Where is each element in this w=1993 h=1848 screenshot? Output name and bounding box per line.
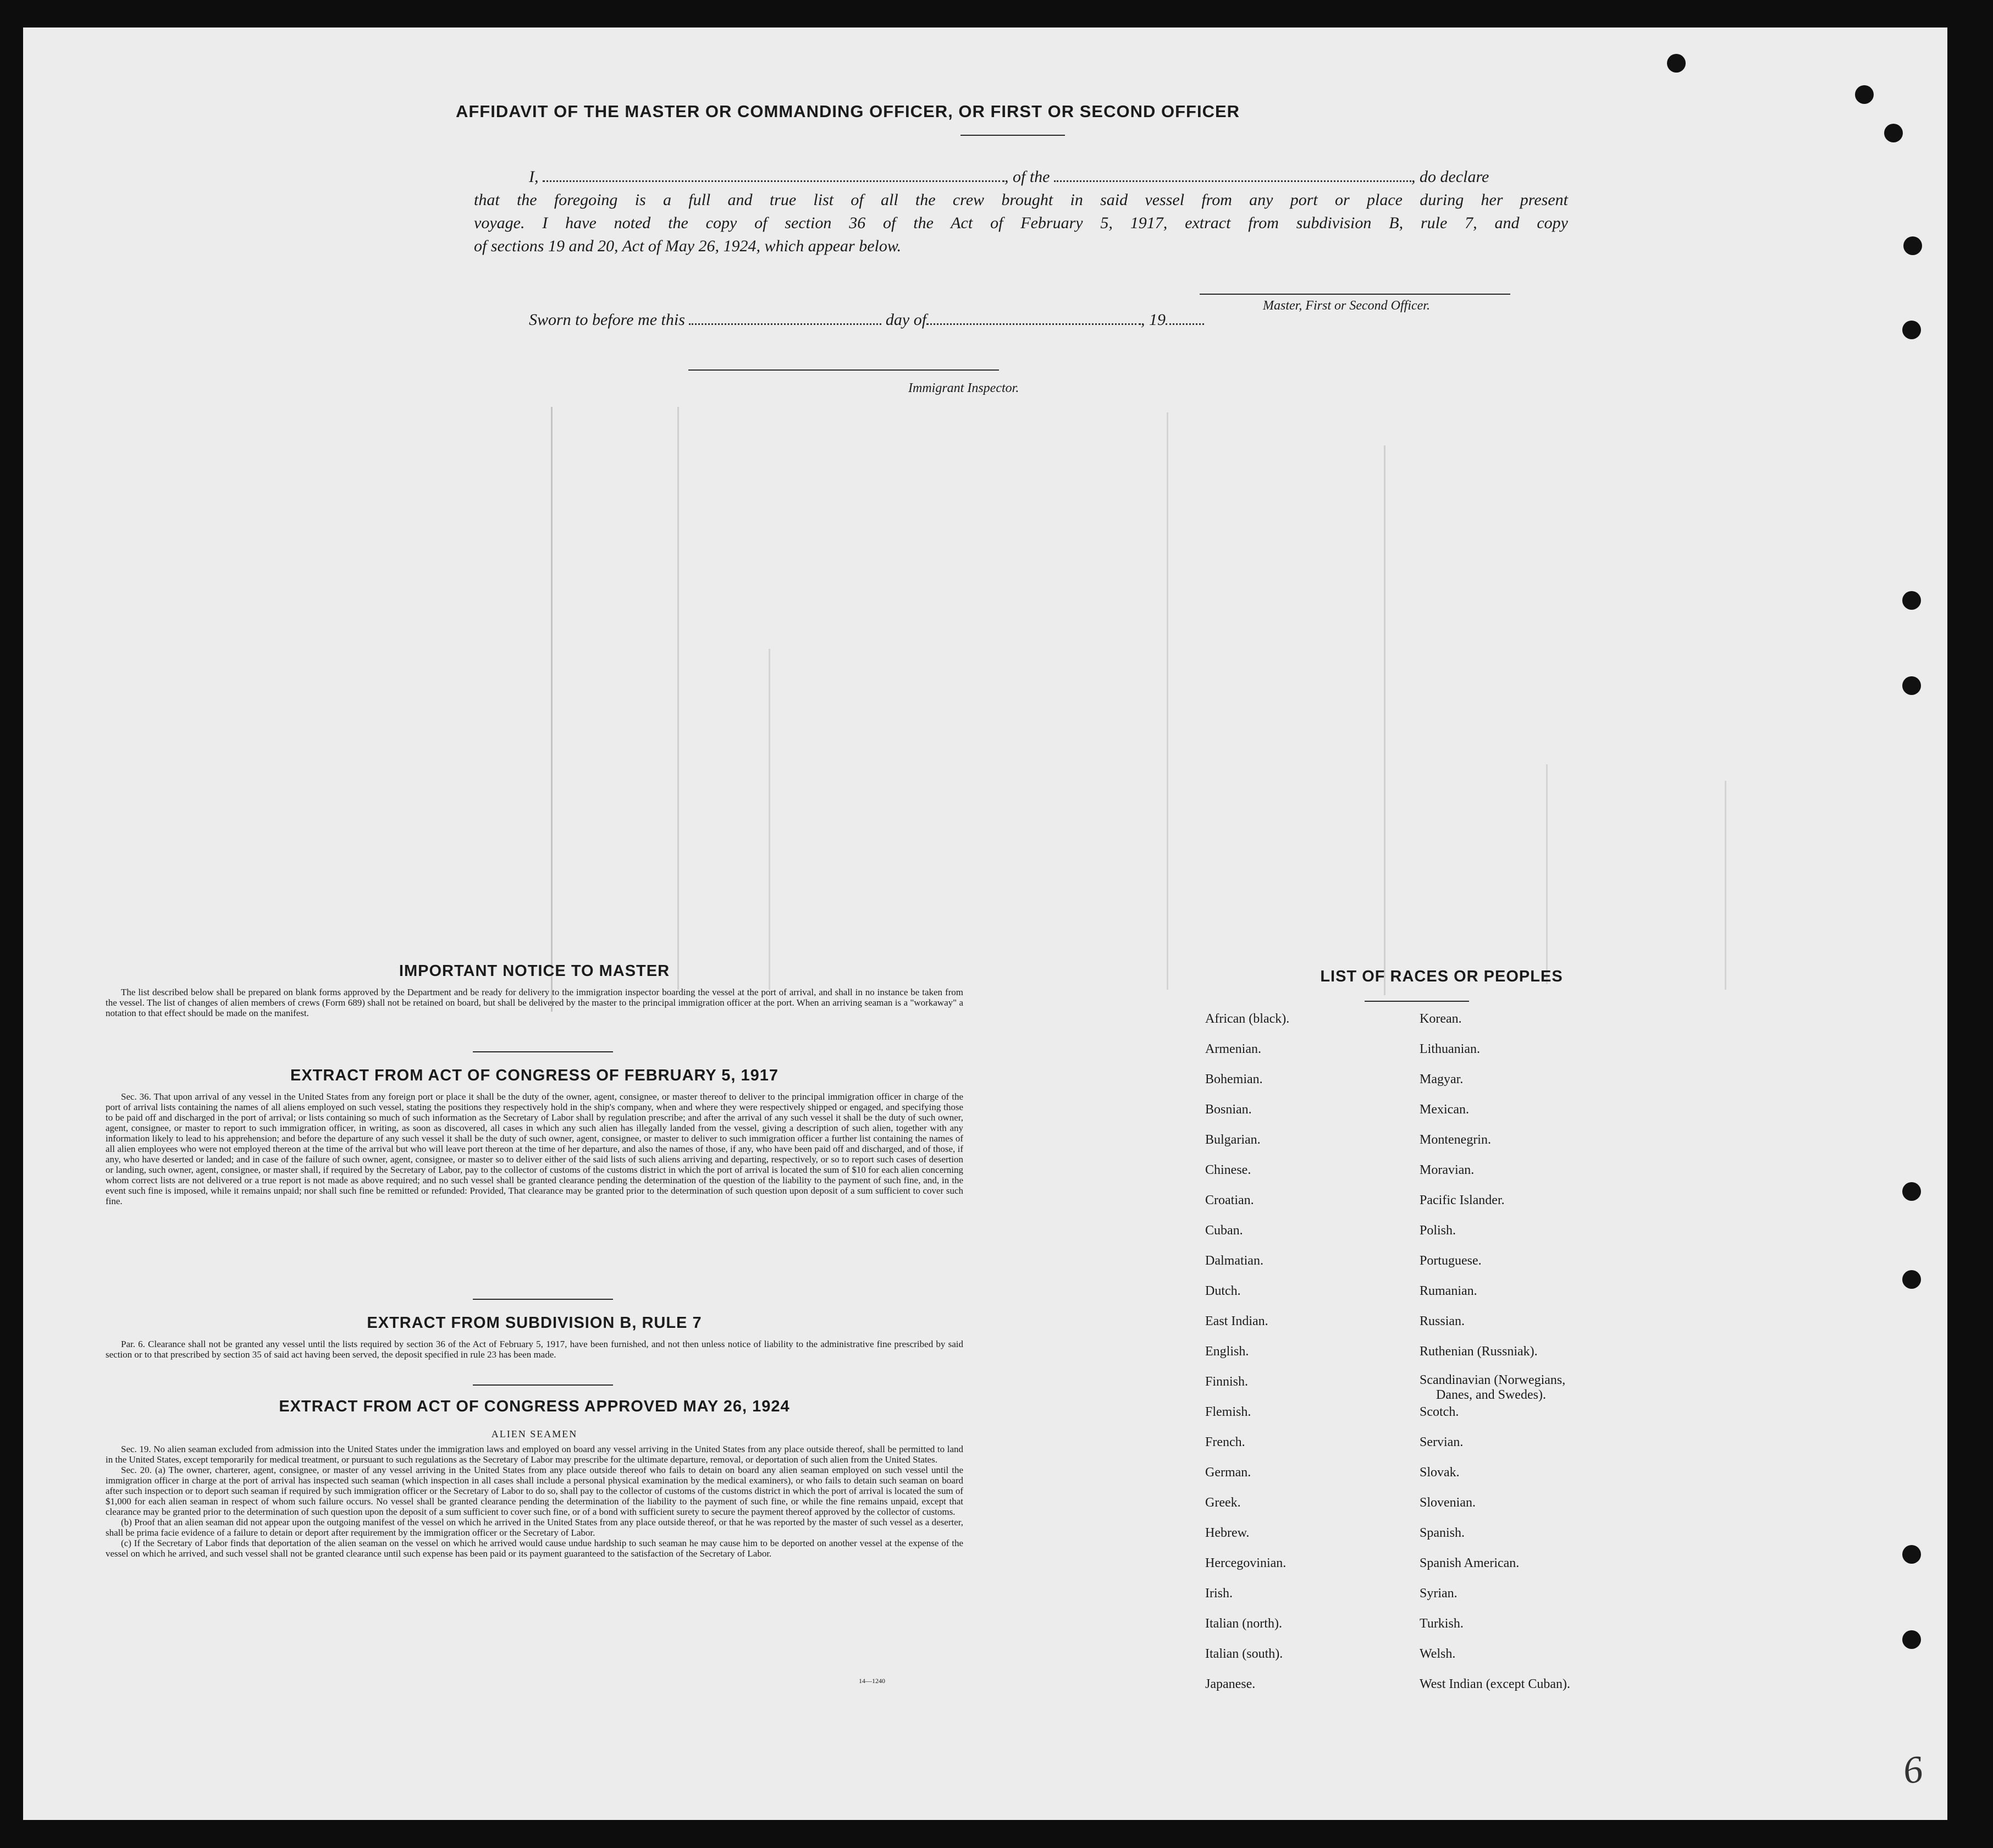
race-item: Chinese. (1205, 1163, 1251, 1177)
label-day-of: day of (885, 311, 927, 329)
affidavit-line2: that the foregoing is a full and true list of all the crew brought in said vessel from any port or place during her present (474, 191, 1568, 209)
race-item: Syrian. (1420, 1586, 1458, 1601)
divider (473, 1384, 613, 1386)
race-item: Dutch. (1205, 1284, 1241, 1298)
race-item: Slovenian. (1420, 1496, 1476, 1510)
extract-1917-title: EXTRACT FROM ACT OF CONGRESS OF FEBRUARY 5, 1917 (290, 1067, 779, 1084)
race-item: Italian (north). (1205, 1617, 1282, 1631)
race-item: African (black). (1205, 1012, 1290, 1026)
race-item: Irish. (1205, 1586, 1233, 1601)
race-item: Greek. (1205, 1496, 1241, 1510)
race-item: Montenegrin. (1420, 1133, 1491, 1147)
race-item: Danes, and Swedes). (1436, 1388, 1546, 1402)
race-item: Bohemian. (1205, 1072, 1263, 1086)
affidavit-line1 (529, 168, 1489, 186)
race-item: Portuguese. (1420, 1254, 1482, 1268)
race-item: Finnish. (1205, 1375, 1249, 1389)
race-item: Ruthenian (Russniak). (1420, 1344, 1538, 1359)
vessel-name-field[interactable] (1054, 180, 1411, 182)
label-year-prefix: , 19 (1141, 311, 1166, 329)
race-item: Lithuanian. (1420, 1042, 1480, 1056)
punch-hole (1902, 1630, 1921, 1649)
race-item: Dalmatian. (1205, 1254, 1263, 1268)
race-item: Russian. (1420, 1314, 1465, 1328)
extract-1924-subtitle: ALIEN SEAMEN (491, 1428, 578, 1439)
punch-hole (1903, 236, 1922, 255)
inspector-label: Immigrant Inspector. (908, 381, 1019, 395)
race-item: Moravian. (1420, 1163, 1475, 1177)
affidavit-line3: voyage. I have noted the copy of section 36 of the Act of February 5, 1917, extract from subdivision B, rule 7, and copy (474, 214, 1568, 232)
race-item: Italian (south). (1205, 1647, 1283, 1661)
label-sworn: Sworn to before me this (529, 311, 685, 329)
races-title-underline (1365, 1001, 1469, 1002)
race-item: Bulgarian. (1205, 1133, 1261, 1147)
punch-hole (1902, 1545, 1921, 1564)
affidavit-line4: of sections 19 and 20, Act of May 26, 1924, which appear below. (474, 237, 902, 255)
races-title: LIST OF RACES OR PEOPLES (1320, 968, 1563, 985)
race-item: German. (1205, 1465, 1251, 1480)
master-name-field[interactable] (543, 180, 1004, 182)
race-item: Flemish. (1205, 1405, 1251, 1419)
faint-column-mark (1384, 445, 1385, 995)
label-of-the: , of the (1004, 168, 1050, 186)
race-item: Rumanian. (1420, 1284, 1477, 1298)
punch-hole (1667, 54, 1686, 73)
race-item: Cuban. (1205, 1223, 1243, 1238)
race-item: Spanish. (1420, 1526, 1465, 1540)
race-item: Mexican. (1420, 1102, 1469, 1117)
punch-hole (1902, 321, 1921, 339)
sec-20c: (c) If the Secretary of Labor finds that deportation of the alien seaman on the vessel on which he arrived would cause undue hardship to such seaman he may cause him to be deported on another vessel at the expense of the vessel on which he arrived, and such vessel shall not be granted clearance until such expense has been paid or its payment guaranteed to the satisfaction of the Secretary of Labor. (106, 1538, 963, 1559)
punch-hole (1902, 1270, 1921, 1289)
label-i: I, (529, 168, 539, 186)
punch-hole (1855, 85, 1874, 104)
race-item: Korean. (1420, 1012, 1462, 1026)
notice-title: IMPORTANT NOTICE TO MASTER (399, 962, 670, 980)
form-number: 14—1240 (859, 1677, 885, 1685)
race-item: French. (1205, 1435, 1245, 1449)
document-page (23, 27, 1947, 1820)
race-item: English. (1205, 1344, 1249, 1359)
handwritten-page-mark: 6 (1900, 1747, 1926, 1793)
race-item: Turkish. (1420, 1617, 1464, 1631)
extract-rule7-title: EXTRACT FROM SUBDIVISION B, RULE 7 (367, 1314, 702, 1332)
race-item: Hebrew. (1205, 1526, 1250, 1540)
inspector-signature-line[interactable] (688, 369, 999, 371)
race-item: Pacific Islander. (1420, 1193, 1505, 1207)
extract-1924-title: EXTRACT FROM ACT OF CONGRESS APPROVED MAY 26, 1924 (279, 1398, 790, 1415)
punch-hole (1884, 124, 1903, 142)
race-item: Polish. (1420, 1223, 1456, 1238)
faint-column-mark (769, 649, 770, 990)
race-item: West Indian (except Cuban). (1420, 1677, 1570, 1691)
faint-column-mark (677, 407, 679, 990)
faint-column-mark (1546, 764, 1548, 984)
extract-1924-text (106, 1444, 963, 1559)
sworn-day-field[interactable] (689, 323, 881, 325)
sworn-line (529, 311, 1204, 329)
race-item: Slovak. (1420, 1465, 1460, 1480)
race-item: Scotch. (1420, 1405, 1459, 1419)
divider (473, 1051, 613, 1052)
race-item: Servian. (1420, 1435, 1464, 1449)
race-item: Bosnian. (1205, 1102, 1252, 1117)
punch-hole (1902, 676, 1921, 695)
divider (473, 1299, 613, 1300)
notice-text: The list described below shall be prepared on blank forms approved by the Department and be ready for delivery to the immigration inspector boarding the vessel at the port of arrival, and shall in no instance be taken from the vessel. The list of changes of alien members of crews (Form 689) shall not be retained on board, but shall be delivered by the master to the principal immigration officer at the port. When an arriving seaman is a "workaway" a notation to that effect should be made on the manifest. (106, 987, 963, 1018)
race-item: Armenian. (1205, 1042, 1261, 1056)
sworn-year-field[interactable] (1166, 323, 1204, 325)
faint-column-mark (1167, 412, 1168, 990)
sec-20b: (b) Proof that an alien seaman did not appear upon the outgoing manifest of the vessel on which he arrived in the United States from any place outside thereof, or that he was reported by the master of such vessel as a deserter, shall be prima facie evidence of a failure to detain or deport after requirement by the immigration officer or the Secretary of Labor. (106, 1517, 963, 1538)
title-underline (960, 135, 1065, 136)
race-item: Croatian. (1205, 1193, 1254, 1207)
master-signature-line[interactable] (1200, 294, 1510, 295)
sec-20a: Sec. 20. (a) The owner, charterer, agent, consignee, or master of any vessel arriving in the United States from any place outside thereof who fails to detain on board any alien seaman employed on such vessel until the immigration officer in charge at the port of arrival has inspected such seaman (which inspection in all cases shall include a personal physical examination by the medical examiners), or who fails to detain such seaman on board after such inspection or to deport such seaman if required by such immigration officer or the Secretary of Labor to do so, shall pay to the collector of customs of the customs district in which the port of arrival is located the sum of $1,000 for each alien seaman in respect of whom such failure occurs. No vessel shall be granted clearance pending the determination of the liability to the payment of such fine, or while the fine remains unpaid, except that clearance may be granted prior to the determination of such question upon the deposit of a sum sufficient to cover such fine, or of a bond with sufficient surety to secure the payment thereof approved by the collector of customs. (106, 1465, 963, 1517)
race-item: Japanese. (1205, 1677, 1256, 1691)
master-signature-label: Master, First or Second Officer. (1263, 299, 1430, 313)
race-item: Spanish American. (1420, 1556, 1520, 1570)
sworn-month-field[interactable] (926, 323, 1141, 325)
faint-column-mark (1725, 781, 1726, 990)
extract-1917-text: Sec. 36. That upon arrival of any vessel in the United States from any foreign port or place it shall be the duty of the owner, agent, consignee, or master thereof to deliver to the principal immigration officer in charge of the port of arrival lists containing the names of all aliens employed on such vessel, stating the positions they respectively hold in the ship's company, when and where they were respectively shipped or engaged, and specifying those to be paid off and discharged in the port of arrival; or lists containing so much of such information as the Secretary of Labor shall by regulation prescribe; and after the arrival of any such vessel it shall be the duty of such owner, agent, consignee, or master to report to such immigration officer, in writing, as soon as discovered, all cases in which any such alien has illegally landed from the vessel, giving a description of such alien, together with any information likely to lead to his apprehension; and before the departure of any such vessel it shall be the duty of such owner, agent, consignee, or master to deliver to such immigration officer a further list containing the names of all alien employees who were not employed thereon at the time of the arrival but who will leave port thereon at the time of her departure, and also the names of those, if any, who have been paid off and discharged, and of those, if any, who have deserted or landed; and in case of the failure of such owner, agent, consignee, or master so to deliver either of the said lists of such aliens arriving and departing, respectively, or so to report such cases of desertion or landing, such owner, agent, consignee, or master shall, if required by the Secretary of Labor, pay to the collector of customs of the customs district in which the port of arrival is located the sum of $10 for each alien concerning whom correct lists are not delivered or a true report is not made as above required; and no such vessel shall be granted clearance pending the determination of the question of the liability to the payment of such fine, and, in the event such fine is imposed, while it remains unpaid; nor shall such fine be remitted or refunded: Provided, That clearance may be granted prior to the determination of such question upon deposit of a sum sufficient to cover such fine. (106, 1091, 963, 1206)
extract-rule7-text: Par. 6. Clearance shall not be granted any vessel until the lists required by section 36 of the Act of February 5, 1917, have been furnished, and not then unless notice of liability to the administrative fine prescribed by said section or to that prescribed by section 35 of said act having been served, the deposit specified in rule 23 has been made. (106, 1339, 963, 1360)
affidavit-title: AFFIDAVIT OF THE MASTER OR COMMANDING OFFICER, OR FIRST OR SECOND OFFICER (455, 102, 1240, 121)
label-do-declare: , do declare (1411, 168, 1489, 186)
punch-hole (1902, 591, 1921, 610)
race-item: East Indian. (1205, 1314, 1268, 1328)
race-item: Magyar. (1420, 1072, 1464, 1086)
punch-hole (1902, 1182, 1921, 1201)
race-item: Welsh. (1420, 1647, 1456, 1661)
faint-column-mark (551, 407, 553, 1012)
race-item: Hercegovinian. (1205, 1556, 1287, 1570)
sec-19: Sec. 19. No alien seaman excluded from admission into the United States under the immigration laws and employed on board any vessel arriving in the United States from any place outside thereof, shall be permitted to land in the United States, except temporarily for medical treatment, or pursuant to such regulations as the Secretary of Labor may prescribe for the ultimate departure, removal, or deportation of such alien from the United States. (106, 1444, 963, 1465)
race-item: Scandinavian (Norwegians, (1420, 1373, 1566, 1387)
